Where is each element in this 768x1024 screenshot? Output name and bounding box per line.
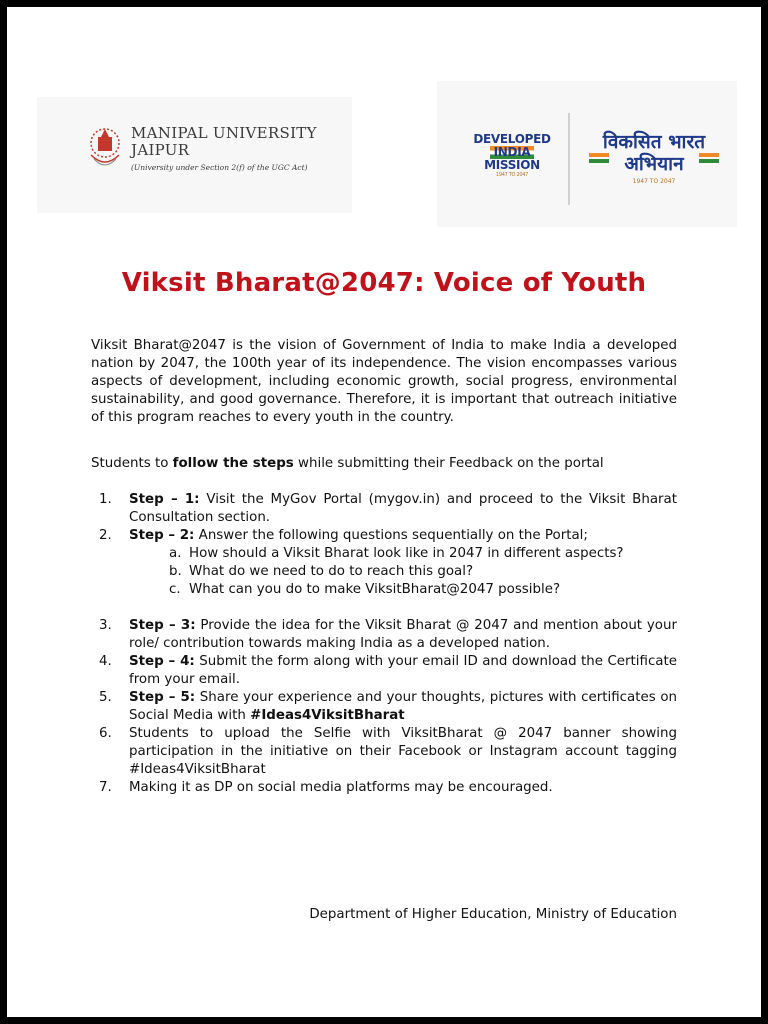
list-item	[91, 617, 677, 653]
intro-paragraph	[91, 337, 677, 427]
item-number: 6.	[99, 726, 112, 741]
saffron-stripe-icon	[699, 153, 719, 157]
item-number: 5.	[99, 690, 112, 705]
green-stripe-icon	[699, 159, 719, 163]
question-text: What do we need to do to reach this goal?	[189, 564, 474, 579]
question-item	[129, 545, 677, 563]
steps-lead	[91, 455, 677, 473]
step-label: Step – 5:	[129, 690, 196, 705]
intro-text-b: Therefore, it is important that outreach initiative of this program reaches to every youth in the country.	[91, 392, 677, 425]
developed-india-mission-badge	[472, 133, 552, 179]
questions-list	[129, 545, 677, 599]
list-item	[91, 491, 677, 527]
logo-divider	[568, 113, 570, 205]
step-text: Provide the idea for the Viksit Bharat @ 2047 and mention about your role/ contribution towards making India as a developed nation.	[129, 618, 677, 651]
university-subtitle: (University under Section 2(f) of the UGC Act)	[131, 163, 308, 172]
hashtag: #Ideas4ViksitBharat	[250, 708, 405, 723]
list-item	[91, 779, 677, 797]
question-item	[129, 581, 677, 599]
list-item	[91, 725, 677, 779]
list-item	[91, 653, 677, 689]
item-number: 2.	[99, 528, 112, 543]
steps-list	[91, 491, 677, 797]
item-number: 7.	[99, 780, 112, 795]
viksit-bharat-abhiyan-logo	[589, 131, 719, 187]
saffron-stripe-icon	[589, 153, 609, 157]
university-name: MANIPAL UNIVERSITY	[131, 124, 317, 142]
campaign-line-1: विकसित भारत	[602, 131, 706, 153]
campaign-line-2: अभियान	[624, 153, 684, 175]
step-text: Visit the MyGov Portal (mygov.in) and proceed to the Viksit Bharat Consultation section.	[129, 492, 677, 525]
intro-text-a: Viksit Bharat@2047 is the vision of Government of India to make India a developed nation by 2047, the 100th year of its independence. The vision encompasses various aspects of development, including economic growth, social progress, environmental sustainability, and good governance.	[91, 338, 677, 407]
item-number: 3.	[99, 618, 112, 633]
item-number: b.	[169, 564, 182, 579]
item-number: a.	[169, 546, 182, 561]
viksit-bharat-logos	[437, 81, 737, 227]
question-text: How should a Viksit Bharat look like in 2047 in different aspects?	[189, 546, 624, 561]
badge-line-2: INDIA	[490, 146, 535, 159]
step-text: Submit the form along with your email ID and download the Certificate from your email.	[129, 654, 677, 687]
step-label: Step – 3:	[129, 618, 196, 633]
question-text: What can you do to make ViksitBharat@2047 possible?	[189, 582, 561, 597]
step-text: Students to upload the Selfie with ViksitBharat @ 2047 banner showing participation in the initiative on their Facebook or Instagram account tagging #Ideas4ViksitBharat	[129, 726, 677, 777]
step-text: Making it as DP on social media platforms may be encouraged.	[129, 780, 553, 795]
lead-text: Students to	[91, 456, 173, 471]
campaign-years: 1947 TO 2047	[632, 178, 676, 185]
list-item	[91, 689, 677, 725]
badge-line-4: 1947 TO 2047	[495, 172, 529, 178]
page-title: Viksit Bharat@2047: Voice of Youth	[121, 268, 647, 298]
step-label: Step – 1:	[129, 492, 200, 507]
document-page	[7, 7, 761, 1017]
lead-text: while submitting their Feedback on the portal	[293, 456, 604, 471]
item-number: c.	[169, 582, 181, 597]
step-label: Step – 4:	[129, 654, 195, 669]
badge-line-3: MISSION	[484, 158, 540, 172]
step-text: Share your experience and your thoughts, pictures with certificates on Social Media with	[129, 690, 677, 723]
footer-department: Department of Higher Education, Ministry of Education	[309, 907, 677, 922]
university-emblem-icon	[85, 125, 125, 175]
item-number: 1.	[99, 492, 112, 507]
green-stripe-icon	[589, 159, 609, 163]
manipal-university-logo	[37, 97, 352, 213]
list-item	[91, 527, 677, 599]
lead-emphasis: follow the steps	[172, 456, 294, 471]
university-city: JAIPUR	[131, 141, 190, 159]
step-text: Answer the following questions sequentially on the Portal;	[194, 528, 588, 543]
step-label: Step – 2:	[129, 528, 195, 543]
item-number: 4.	[99, 654, 112, 669]
badge-line-1: DEVELOPED	[473, 132, 551, 146]
question-item	[129, 563, 677, 581]
